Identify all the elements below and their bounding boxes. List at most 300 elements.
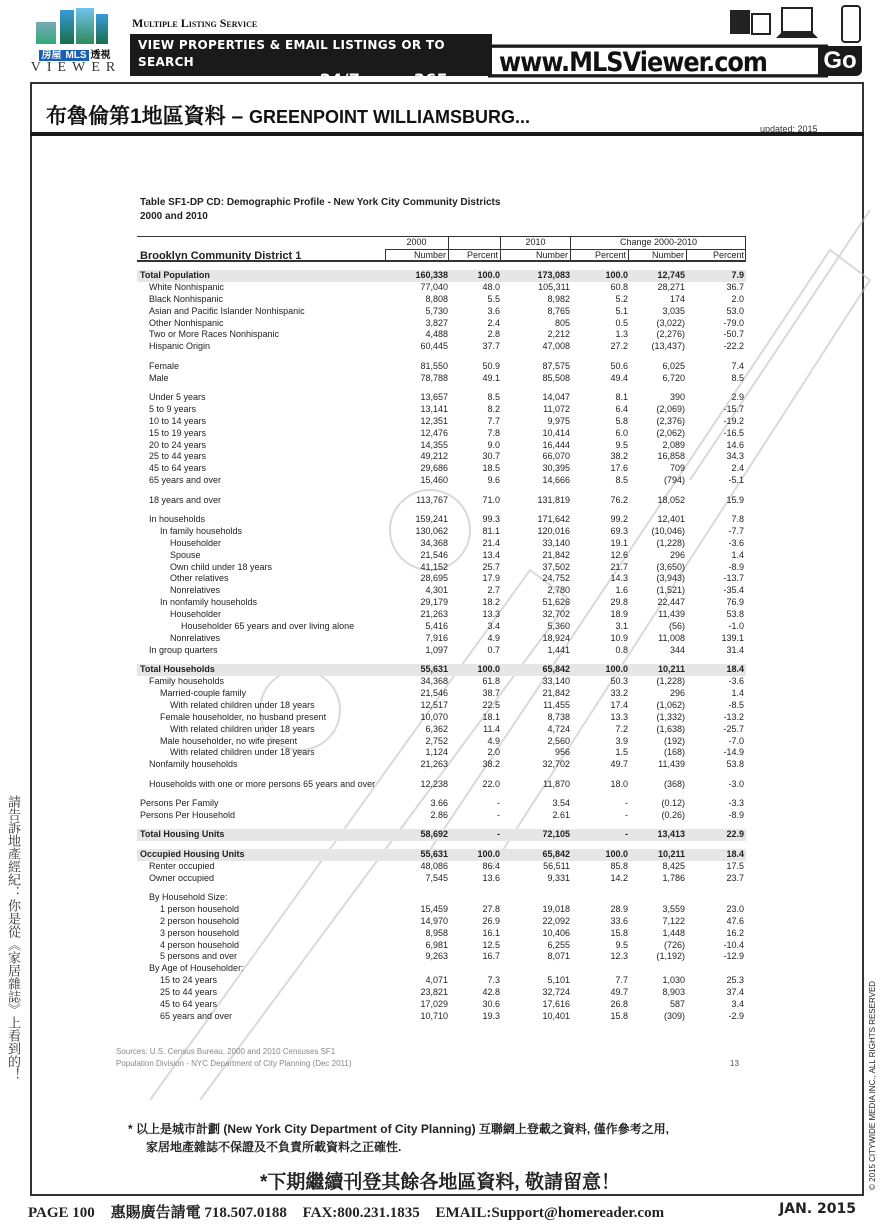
cell-change-number: 296: [669, 549, 685, 560]
cell-2010-percent: 33.2: [610, 688, 628, 698]
cell-2000-number: 2,752: [425, 735, 448, 746]
col-2010-percent: Percent: [571, 250, 629, 262]
table-row: [137, 849, 746, 861]
cell-2010-number: 37,502: [542, 561, 570, 572]
mls-viewer-url-link[interactable]: www.MLSViewer.com: [488, 45, 828, 78]
cell-change-number: 12,745: [657, 270, 685, 280]
district-name: Brooklyn Community District 1: [140, 250, 302, 262]
table-row: [137, 609, 746, 621]
cell-2000-percent: 2.4: [487, 317, 500, 328]
cell-2010-percent: 5.1: [615, 305, 628, 316]
row-label: 3 person household: [160, 927, 240, 938]
cell-change-percent: 1.4: [731, 688, 744, 698]
cell-change-percent: 23.7: [726, 872, 744, 883]
row-label: Hispanic Origin: [149, 341, 211, 352]
table-row: [137, 416, 746, 428]
cell-2000-percent: 22.0: [482, 778, 500, 789]
cell-change-number: (3,943): [656, 573, 685, 584]
cell-2000-number: 7,916: [425, 632, 448, 643]
table-row: [137, 538, 746, 550]
table-row: [137, 633, 746, 645]
cell-change-number: 3,559: [662, 903, 685, 914]
cell-2000-number: 12,517: [420, 699, 448, 710]
cell-change-number: (1,062): [656, 699, 685, 710]
cell-2010-number: 33,140: [542, 676, 570, 687]
cell-change-number: 12,401: [657, 514, 685, 525]
cell-change-number: 28,271: [657, 281, 685, 292]
cell-2000-number: 49,212: [420, 451, 448, 462]
table-row: [137, 341, 746, 353]
cell-2010-percent: 3.9: [615, 735, 628, 746]
row-label: 45 to 64 years: [160, 998, 218, 1009]
cell-2000-percent: 71.0: [482, 494, 500, 505]
cell-2000-percent: 2.7: [487, 585, 500, 596]
disclaimer-line: 家居地產雜誌不保證及不負責所載資料之正確性.: [146, 1140, 402, 1154]
cell-2000-percent: 17.9: [482, 573, 500, 584]
col-2010-number: Number: [501, 250, 571, 262]
table-row: [137, 759, 746, 771]
cell-2010-number: 85,508: [542, 372, 570, 383]
cell-change-percent: -1.0: [728, 621, 744, 632]
cell-2000-number: 29,686: [420, 463, 448, 474]
cell-change-number: 1,786: [662, 872, 685, 883]
cell-2000-percent: 16.1: [482, 927, 500, 938]
devices-icon: [730, 4, 864, 44]
cell-change-number: 587: [669, 998, 685, 1009]
header-2010: 2010: [501, 237, 571, 250]
page-title: 布魯倫第1地區資料 – GREENPOINT WILLIAMSBURG...: [46, 105, 531, 128]
cell-2000-percent: 30.6: [482, 998, 500, 1009]
fax: FAX:800.231.1835: [302, 1205, 420, 1221]
go-button[interactable]: Go: [818, 46, 862, 76]
cell-change-percent: -2.9: [728, 1010, 744, 1021]
row-label: Total Housing Units: [140, 829, 225, 840]
cell-2000-number: 21,263: [420, 759, 448, 770]
cell-change-percent: -3.6: [728, 676, 744, 687]
cell-2010-number: 6,255: [547, 939, 570, 950]
cell-2000-percent: 100.0: [477, 664, 500, 675]
cell-change-percent: -5.1: [728, 475, 744, 486]
row-spacer: [137, 487, 746, 495]
cell-2000-percent: 0.7: [487, 644, 500, 655]
row-spacer: [137, 771, 746, 779]
cell-2010-percent: 100.0: [605, 270, 628, 280]
row-spacer: [137, 353, 746, 361]
cell-change-number: (368): [663, 778, 685, 789]
cell-2010-number: 72,105: [542, 829, 570, 840]
page-number: PAGE 100: [28, 1205, 95, 1221]
cell-2010-percent: 49.7: [610, 759, 628, 770]
cell-change-number: 10,211: [657, 664, 685, 675]
cell-change-percent: 7.4: [731, 360, 744, 371]
cell-change-number: (1,192): [656, 951, 685, 962]
table-row: [137, 597, 746, 609]
cell-2010-number: 2,780: [547, 585, 570, 596]
cell-change-number: (3,022): [656, 317, 685, 328]
table-row: [137, 645, 746, 657]
cell-change-percent: -8.9: [728, 810, 744, 821]
table-title: Table SF1-DP CD: Demographic Profile - New York City Community Districts: [140, 197, 501, 208]
cell-2000-percent: 9.6: [487, 475, 500, 486]
cell-2010-percent: 1.6: [615, 585, 628, 596]
cell-change-number: (3,650): [656, 561, 685, 572]
table-row: [137, 940, 746, 952]
copyright-notice: © 2015 CITYWIDE MEDIA INC., ALL RIGHTS RESERVED: [868, 980, 877, 1190]
row-label: Households with one or more persons 65 years and over: [149, 778, 376, 789]
cell-2000-number: 29,179: [420, 597, 448, 608]
row-spacer: [137, 657, 746, 665]
cell-2010-number: 2,560: [547, 735, 570, 746]
table-row: [137, 736, 746, 748]
cell-2010-number: 10,406: [542, 927, 570, 938]
row-label: Other Nonhispanic: [149, 317, 224, 328]
table-row: [137, 585, 746, 597]
row-label: 65 years and over: [149, 475, 222, 486]
cell-change-number: 18,052: [657, 494, 685, 505]
cell-2000-number: 3,827: [425, 317, 448, 328]
cell-2010-number: 11,072: [543, 403, 570, 414]
cell-2000-number: 130,062: [415, 525, 448, 536]
row-label: With related children under 18 years: [170, 723, 315, 734]
row-label: Family households: [149, 676, 225, 687]
cell-change-percent: -7.0: [728, 735, 744, 746]
cell-2000-percent: 18.5: [482, 463, 500, 474]
row-label: In nonfamily households: [160, 597, 258, 608]
disclaimer-line: * 以上是城市計劃 (New York City Department of City Planning) 互聯網上登載之資料, 僅作參考之用,: [128, 1122, 669, 1136]
cell-2000-percent: 4.9: [487, 735, 500, 746]
cell-change-number: 11,439: [658, 609, 685, 620]
cell-change-percent: 53.8: [726, 759, 744, 770]
cell-2000-number: 160,338: [415, 270, 448, 280]
cell-2010-number: 17,616: [542, 998, 570, 1009]
row-label: Persons Per Household: [140, 810, 236, 821]
cell-2010-number: 22,092: [542, 915, 570, 926]
row-label: 45 to 64 years: [149, 463, 207, 474]
cell-change-number: (192): [663, 735, 685, 746]
cell-2000-number: 21,263: [420, 609, 448, 620]
table-row: [137, 928, 746, 940]
cell-2000-percent: 22.5: [482, 699, 500, 710]
cell-change-number: 13,413: [657, 829, 685, 840]
cell-change-number: 8,903: [662, 987, 685, 998]
row-label: Black Nonhispanic: [149, 293, 224, 304]
table-row: [137, 361, 746, 373]
cell-2000-percent: 11.4: [483, 723, 500, 734]
cell-change-percent: -25.7: [723, 723, 744, 734]
cell-2010-percent: 12.6: [610, 549, 628, 560]
cell-2010-percent: 9.5: [615, 939, 628, 950]
cell-2010-percent: 33.6: [610, 915, 628, 926]
table-row: [137, 951, 746, 963]
cell-change-percent: 7.9: [731, 270, 744, 280]
row-label: Female householder, no husband present: [160, 711, 327, 722]
cell-2010-number: 10,401: [542, 1010, 570, 1021]
row-spacer: [137, 841, 746, 849]
col-change-number: Number: [629, 250, 687, 262]
table-row: [137, 712, 746, 724]
cell-change-percent: 36.7: [726, 281, 744, 292]
cell-2010-percent: 15.8: [610, 1010, 628, 1021]
cell-2000-number: 6,981: [425, 939, 448, 950]
cell-2010-percent: 18.0: [610, 778, 628, 789]
cell-2010-number: 87,575: [542, 360, 570, 371]
cell-change-number: 174: [669, 293, 685, 304]
row-label: With related children under 18 years: [170, 699, 315, 710]
cell-2010-number: 24,752: [542, 573, 570, 584]
cell-2000-percent: 61.8: [482, 676, 500, 687]
cell-2010-number: 32,702: [542, 759, 570, 770]
cell-change-percent: 16.2: [726, 927, 744, 938]
cell-2000-number: 48,086: [420, 860, 448, 871]
table-row: [137, 892, 746, 904]
row-label: In family households: [160, 525, 243, 536]
cell-change-percent: 37.4: [726, 987, 744, 998]
email-link[interactable]: EMAIL:Support@homereader.com: [435, 1205, 665, 1221]
cell-2000-number: 77,040: [420, 281, 448, 292]
cell-change-number: (56): [668, 621, 685, 632]
cell-2000-number: 81,550: [420, 360, 448, 371]
cell-change-percent: 23.0: [726, 903, 744, 914]
cell-change-number: 6,025: [662, 360, 685, 371]
cell-change-percent: 18.4: [726, 848, 744, 859]
cell-change-number: 344: [669, 644, 685, 655]
cell-2000-number: 15,459: [420, 903, 448, 914]
row-label: Householder: [170, 537, 222, 548]
cell-2000-percent: 13.6: [482, 872, 500, 883]
cell-2000-percent: 3.4: [487, 621, 500, 632]
cell-change-percent: -12.9: [723, 951, 744, 962]
cell-2000-number: 21,546: [420, 549, 448, 560]
updated-label: updated: 2015: [760, 124, 818, 134]
row-label: 25 to 44 years: [149, 451, 207, 462]
cell-2010-percent: 28.9: [610, 903, 628, 914]
cell-2010-number: 956: [554, 747, 570, 758]
page-footer: [28, 1201, 868, 1222]
cell-2000-percent: 18.1: [482, 711, 500, 722]
table-row: [137, 526, 746, 538]
table-row: [137, 550, 746, 562]
cell-2000-percent: 38.7: [482, 688, 500, 698]
table-years: 2000 and 2010: [140, 211, 208, 222]
cell-2010-number: 2,212: [547, 329, 570, 340]
cell-2010-number: 56,511: [543, 860, 570, 871]
cell-2010-percent: 9.5: [615, 439, 628, 450]
cell-change-number: (10,046): [651, 525, 685, 536]
cell-2010-number: 9,331: [547, 872, 570, 883]
row-label: 10 to 14 years: [149, 415, 207, 426]
cell-2010-percent: 18.9: [610, 609, 628, 620]
cell-change-percent: -8.9: [728, 561, 744, 572]
cell-2010-percent: 0.5: [615, 317, 628, 328]
row-label: 2 person household: [160, 915, 240, 926]
cell-2000-percent: 86.4: [482, 860, 500, 871]
cell-change-percent: -14.9: [723, 747, 744, 758]
cell-2010-number: 33,140: [542, 537, 570, 548]
row-label: Female: [149, 360, 180, 371]
row-label: Spouse: [170, 549, 201, 560]
cell-2000-number: 12,351: [420, 415, 448, 426]
cell-2010-number: 173,083: [537, 270, 570, 280]
cell-2000-number: 10,070: [420, 711, 448, 722]
cell-change-number: (2,062): [656, 427, 685, 438]
table-row: [137, 282, 746, 294]
cell-change-percent: 8.5: [731, 372, 744, 383]
cell-2010-number: 66,070: [542, 451, 570, 462]
col-2000-percent: Percent: [449, 250, 501, 262]
table-row: [137, 873, 746, 885]
cell-2010-percent: 85.8: [610, 860, 628, 871]
cell-2000-number: 113,767: [416, 494, 448, 505]
cell-2010-percent: 50.6: [610, 360, 628, 371]
table-row: [137, 963, 746, 975]
cell-2000-number: 41,152: [420, 561, 448, 572]
table-row: [137, 999, 746, 1011]
cell-2010-percent: 3.1: [615, 621, 628, 632]
row-label: Occupied Housing Units: [140, 848, 245, 859]
cell-change-percent: 25.3: [726, 975, 744, 986]
cell-change-percent: 31.4: [726, 644, 744, 655]
cell-change-number: 16,858: [657, 451, 685, 462]
cell-2010-percent: 49.7: [610, 987, 628, 998]
cell-change-number: 3,035: [662, 305, 685, 316]
table-row: [137, 318, 746, 330]
table-row: [137, 573, 746, 585]
table-row: [137, 514, 746, 526]
cell-2010-number: 32,702: [542, 609, 570, 620]
cell-change-number: 7,122: [662, 915, 685, 926]
cell-2010-percent: 27.2: [610, 341, 628, 352]
cell-change-percent: 53.0: [726, 305, 744, 316]
cell-change-percent: -15.7: [723, 403, 744, 414]
row-label: Male: [149, 372, 169, 383]
cell-2000-number: 15,460: [420, 475, 448, 486]
row-label: White Nonhispanic: [149, 281, 225, 292]
cell-change-percent: 15.9: [726, 494, 744, 505]
table-row: [137, 916, 746, 928]
cell-2000-percent: 99.3: [482, 514, 500, 525]
cell-2000-percent: 3.6: [487, 305, 500, 316]
cell-2010-percent: 29.8: [610, 597, 628, 608]
cell-2010-number: 30,395: [542, 463, 570, 474]
cell-2000-percent: 16.7: [482, 951, 500, 962]
cell-2010-number: 18,924: [542, 632, 570, 643]
cell-2000-percent: 50.9: [482, 360, 500, 371]
cell-change-percent: 53.8: [726, 609, 744, 620]
cell-2000-number: 4,488: [425, 329, 448, 340]
row-label: 4 person household: [160, 939, 240, 950]
cell-2010-number: 131,819: [537, 494, 570, 505]
cell-2000-number: 4,071: [425, 975, 448, 986]
cell-2000-number: 17,029: [420, 998, 448, 1009]
cell-2010-number: 9,975: [547, 415, 570, 426]
row-label: Nonrelatives: [170, 585, 221, 596]
cell-change-percent: 47.6: [726, 915, 744, 926]
cell-2000-percent: 2.0: [487, 747, 500, 758]
cell-change-number: (2,069): [656, 403, 685, 414]
cell-2000-percent: 25.7: [482, 561, 500, 572]
cell-2010-percent: 100.0: [605, 664, 628, 675]
cell-2010-percent: 50.3: [610, 676, 628, 687]
cell-2000-number: 13,141: [420, 403, 448, 414]
cell-2010-number: 65,842: [542, 664, 570, 675]
cell-change-percent: -79.0: [723, 317, 744, 328]
header-blank: [449, 237, 501, 250]
table-row: [137, 475, 746, 487]
cell-change-number: (2,276): [656, 329, 685, 340]
cell-2000-percent: 81.1: [482, 525, 500, 536]
cell-change-percent: -13.7: [723, 573, 744, 584]
cell-2010-percent: 15.8: [610, 927, 628, 938]
cell-change-number: (1,228): [656, 676, 685, 687]
cell-2010-percent: 6.4: [615, 403, 628, 414]
row-label: Own child under 18 years: [170, 561, 273, 572]
cell-change-number: 10,211: [657, 848, 685, 859]
cell-2000-percent: 7.7: [487, 415, 500, 426]
row-label: Asian and Pacific Islander Nonhispanic: [149, 305, 305, 316]
cell-2000-number: 10,710: [420, 1010, 448, 1021]
row-label: Householder 65 years and over living alone: [181, 621, 355, 632]
row-spacer: [137, 791, 746, 799]
cell-2010-percent: 99.2: [610, 514, 628, 525]
cell-change-number: 2,089: [662, 439, 685, 450]
cell-2010-number: 21,842: [542, 688, 570, 698]
cell-2000-percent: 49.1: [482, 372, 500, 383]
cell-2000-percent: 19.3: [482, 1010, 500, 1021]
cell-change-percent: -50.7: [723, 329, 744, 340]
cell-2000-number: 7,545: [425, 872, 448, 883]
cell-change-percent: 3.4: [731, 998, 744, 1009]
cell-2010-number: 805: [554, 317, 570, 328]
cell-2010-percent: 7.2: [615, 723, 628, 734]
cell-2000-percent: 37.7: [482, 341, 500, 352]
row-spacer: [137, 385, 746, 393]
table-row: [137, 428, 746, 440]
cell-2010-percent: -: [625, 798, 628, 809]
cell-2010-number: 2.61: [552, 810, 570, 821]
cell-2010-number: 11,455: [543, 699, 570, 710]
cell-change-percent: -10.4: [723, 939, 744, 950]
cell-2010-number: 21,842: [542, 549, 570, 560]
cell-2000-number: 2.86: [430, 810, 448, 821]
cell-change-percent: 17.5: [726, 860, 744, 871]
cell-2010-number: 10,414: [542, 427, 570, 438]
cell-2010-percent: 8.5: [615, 475, 628, 486]
cell-2000-percent: 12.5: [482, 939, 500, 950]
row-label: 20 to 24 years: [149, 439, 207, 450]
cell-2000-percent: 18.2: [482, 597, 500, 608]
table-row: [137, 373, 746, 385]
cell-2010-number: 105,311: [538, 281, 570, 292]
cell-2010-percent: 10.9: [610, 632, 628, 643]
cell-change-percent: 1.4: [731, 549, 744, 560]
row-label: Householder: [170, 609, 222, 620]
cell-2010-percent: 17.4: [610, 699, 628, 710]
table-row: [137, 306, 746, 318]
cell-2000-percent: 8.5: [487, 392, 500, 403]
cell-2010-percent: 8.1: [615, 392, 628, 403]
cell-change-number: 11,008: [658, 632, 685, 643]
cell-2000-number: 6,362: [425, 723, 448, 734]
cell-change-number: (2,376): [656, 415, 685, 426]
cell-2000-percent: 4.9: [487, 632, 500, 643]
cell-2010-percent: 5.8: [615, 415, 628, 426]
cell-2010-percent: 100.0: [605, 848, 628, 859]
cell-2000-number: 13,657: [420, 392, 448, 403]
cell-2010-percent: 12.3: [610, 951, 628, 962]
cell-2000-number: 21,546: [420, 688, 448, 698]
cell-change-number: (0.12): [661, 798, 685, 809]
row-label: 65 years and over: [160, 1010, 233, 1021]
